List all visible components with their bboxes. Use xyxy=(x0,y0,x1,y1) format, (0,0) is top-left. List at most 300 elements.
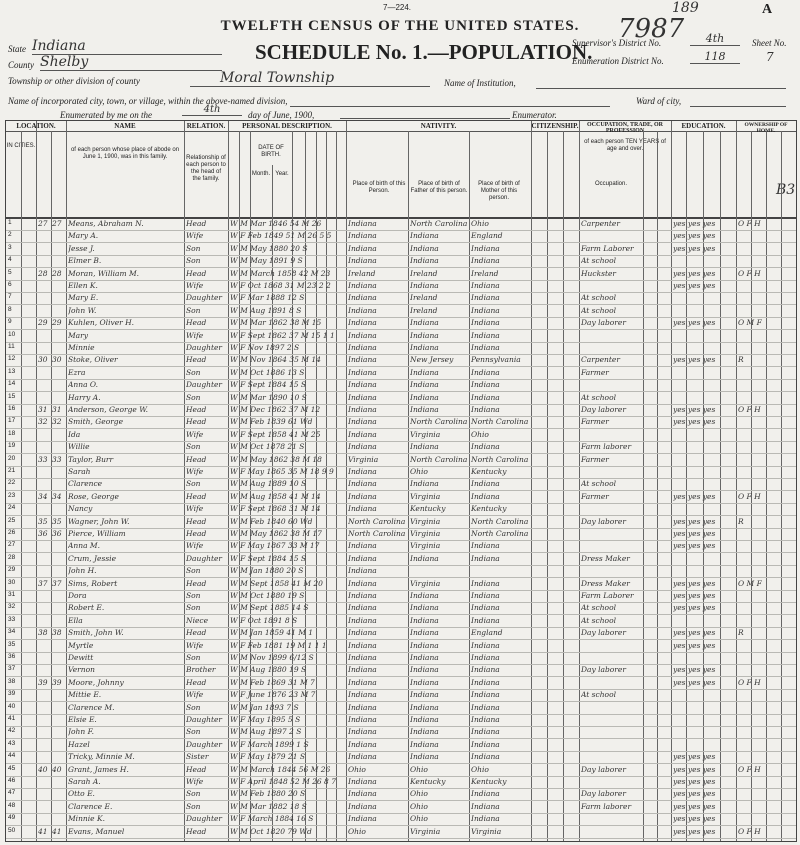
cell-desc: W M March 1858 42 M 23 xyxy=(230,268,331,278)
row-number: 23 xyxy=(8,491,16,499)
row-number: 32 xyxy=(8,603,16,611)
cell-mp: England xyxy=(471,628,503,638)
cell-bp: Indiana xyxy=(348,380,377,390)
cell-bp: Virginia xyxy=(348,454,379,464)
enumerated-label: Enumerated by me on the xyxy=(60,110,152,120)
cell-name: Minnie K. xyxy=(68,814,105,824)
cell-desc: W F March 1884 16 S xyxy=(230,814,314,824)
row-number: 5 xyxy=(8,268,12,276)
table-row xyxy=(6,627,796,640)
cell-rel: Daughter xyxy=(186,553,222,563)
cell-name: Hazel xyxy=(68,739,90,749)
cell-name: Dewitt xyxy=(68,653,94,662)
cell-rel: Head xyxy=(186,578,207,588)
cell-fp: Virginia xyxy=(410,541,441,551)
cell-rel: Son xyxy=(186,479,201,489)
ward-line xyxy=(690,106,786,107)
cell-edu: yes yes yes xyxy=(673,801,716,811)
cell-own: O M F xyxy=(738,318,762,328)
header-location: LOCATION. xyxy=(16,122,56,130)
table-row xyxy=(6,491,796,504)
table-row xyxy=(6,379,796,392)
table-row xyxy=(6,553,796,566)
cell-fp: North Carolina xyxy=(410,454,468,464)
cell-edu: yes yes yes xyxy=(673,764,716,774)
cell-bp: Indiana xyxy=(348,541,377,551)
cell-mp: North Carolina xyxy=(471,417,529,427)
cell-bp: Indiana xyxy=(348,603,377,613)
cell-fam: 37 xyxy=(52,578,62,588)
cell-bp: Indiana xyxy=(348,417,377,427)
cell-name: Ezra xyxy=(68,367,86,377)
cell-desc: W M Mar 1890 10 S xyxy=(230,392,307,402)
cell-desc: W M Aug 1891 8 S xyxy=(230,305,302,315)
row-number: 41 xyxy=(8,715,16,722)
enumerator-line xyxy=(340,118,510,119)
cell-mp: Indiana xyxy=(471,591,500,600)
cell-bp: Ireland xyxy=(348,268,376,278)
cell-rel: Wife xyxy=(186,467,204,476)
cell-mp: Indiana xyxy=(471,653,500,662)
row-number: 22 xyxy=(8,479,16,487)
cell-rel: Head xyxy=(186,764,207,774)
cell-mp: Indiana xyxy=(471,367,500,377)
cell-name: John W. xyxy=(68,305,97,315)
cell-bp: Indiana xyxy=(348,578,377,588)
cell-desc: W F Sept 1884 15 S xyxy=(230,553,306,563)
cell-fam: 35 xyxy=(52,516,62,526)
cell-desc: W M Feb 1869 31 M 7 xyxy=(230,677,315,687)
cell-rel: Son xyxy=(186,603,201,613)
header-education: EDUCATION. xyxy=(681,122,726,130)
cell-mp: Indiana xyxy=(471,243,500,253)
row-number: 13 xyxy=(8,367,16,375)
cell-name: Myrtle xyxy=(68,640,94,650)
cell-occ: Dress Maker xyxy=(581,553,630,563)
enumerator-label: Enumerator. xyxy=(512,110,557,120)
cell-own: R xyxy=(738,516,744,526)
cell-rel: Son xyxy=(186,789,201,799)
cell-occ: Farmer xyxy=(581,454,609,464)
cell-edu: yes yes yes xyxy=(673,281,716,290)
cell-name: Anderson, George W. xyxy=(68,405,148,414)
table-row xyxy=(6,230,796,243)
row-number: 27 xyxy=(8,541,16,549)
cell-edu: yes yes yes xyxy=(673,268,716,278)
cell-mp: Indiana xyxy=(471,814,500,824)
row-number: 25 xyxy=(8,516,16,524)
row-number: 37 xyxy=(8,665,16,673)
cell-mp: Indiana xyxy=(471,491,500,501)
row-number: 3 xyxy=(8,243,12,251)
cell-desc: W F Mar 1888 12 S xyxy=(230,293,305,303)
cell-mp: Indiana xyxy=(471,752,500,762)
cell-mp: Indiana xyxy=(471,392,500,402)
cell-name: Moore, Johnny xyxy=(68,677,124,687)
cell-rel: Wife xyxy=(186,429,204,439)
cell-fp: Ireland xyxy=(410,268,438,278)
cell-bp: Indiana xyxy=(348,219,377,228)
row-number: 2 xyxy=(8,231,12,239)
cell-mp: Indiana xyxy=(471,665,500,675)
table-row xyxy=(6,367,796,380)
cell-occ: At school xyxy=(581,256,616,266)
cell-rel: Head xyxy=(186,318,207,328)
cell-dw: 33 xyxy=(38,454,48,464)
cell-rel: Wife xyxy=(186,640,204,650)
cell-name: Ida xyxy=(68,429,81,439)
cell-desc: W M Feb 1839 61 Wd xyxy=(230,417,313,427)
row-number: 20 xyxy=(8,454,16,462)
cell-fp: Indiana xyxy=(410,281,439,290)
cell-fp: North Carolina xyxy=(410,417,468,427)
cell-desc: W F Feb 1881 19 M 1 1 1 xyxy=(230,640,327,650)
cell-occ: Farmer xyxy=(581,367,609,377)
header-place-person: Place of birth of this Person. xyxy=(352,181,406,194)
cell-desc: W M May 1862 38 M 18 xyxy=(230,454,322,464)
cell-fp: Virginia xyxy=(410,578,441,588)
cell-mp: Indiana xyxy=(471,293,500,303)
cell-mp: North Carolina xyxy=(471,529,529,538)
township-value: Moral Township xyxy=(190,70,430,87)
cell-occ: Day laborer xyxy=(581,516,626,526)
cell-rel: Wife xyxy=(186,777,204,786)
cell-mp: Indiana xyxy=(471,281,500,290)
cell-bp: Indiana xyxy=(348,789,377,799)
row-number: 16 xyxy=(8,405,16,412)
row-number: 15 xyxy=(8,392,16,400)
cell-fp: Indiana xyxy=(410,640,439,650)
corner-number: 189 xyxy=(672,0,699,16)
cell-desc: W M Aug 1889 10 S xyxy=(230,479,307,489)
cell-rel: Son xyxy=(186,243,201,253)
cell-mp: Indiana xyxy=(471,380,500,390)
cell-dw: 29 xyxy=(38,318,48,328)
cell-fp: Indiana xyxy=(410,715,439,724)
cell-bp: Ohio xyxy=(348,826,366,836)
cell-mp: Indiana xyxy=(471,715,500,724)
table-row xyxy=(6,801,796,814)
cell-rel: Head xyxy=(186,628,207,638)
cell-rel: Son xyxy=(186,727,201,737)
row-number: 46 xyxy=(8,777,16,784)
cell-dw: 40 xyxy=(38,764,48,774)
cell-mp: Indiana xyxy=(471,541,500,551)
cell-rel: Son xyxy=(186,801,201,811)
cell-name: Sarah A. xyxy=(68,777,101,786)
supervisor-value: 4th xyxy=(690,32,740,46)
cell-occ: Day laborer xyxy=(581,318,626,328)
cell-bp: Indiana xyxy=(348,653,377,662)
cell-bp: Indiana xyxy=(348,702,377,712)
cell-occ: Huckster xyxy=(581,268,617,278)
cell-occ: Day laborer xyxy=(581,789,626,799)
cell-name: Willie xyxy=(68,442,90,452)
row-number: 50 xyxy=(8,826,16,834)
cell-rel: Daughter xyxy=(186,293,222,303)
table-row xyxy=(6,292,796,305)
header-name: NAME xyxy=(114,122,136,130)
header-relation-desc: Relationship of each person to the head of the family. xyxy=(186,155,226,182)
cell-fp: Virginia xyxy=(410,491,441,501)
cell-bp: Indiana xyxy=(348,615,377,625)
cell-mp: Indiana xyxy=(471,318,500,328)
cell-desc: W M Jan 1893 7 S xyxy=(230,702,299,712)
row-number: 38 xyxy=(8,677,16,685)
cell-edu: yes yes yes xyxy=(673,219,716,228)
cell-occ: At school xyxy=(581,615,616,625)
cell-mp: Ireland xyxy=(471,268,499,278)
table-row xyxy=(6,714,796,727)
cell-desc: W M Oct 1880 19 S xyxy=(230,591,305,600)
cell-mp: Ohio xyxy=(471,764,489,774)
cell-name: Ella xyxy=(68,615,83,625)
cell-occ: At school xyxy=(581,603,616,613)
cell-occ: Farm laborer xyxy=(581,801,632,811)
cell-desc: W M Jan 1880 20 S xyxy=(230,566,304,576)
table-row xyxy=(6,739,796,752)
cell-bp: Indiana xyxy=(348,591,377,600)
cell-fp: Indiana xyxy=(410,343,439,352)
cell-bp: Indiana xyxy=(348,553,377,563)
cell-occ: Day laborer xyxy=(581,628,626,638)
header-relation: RELATION. xyxy=(186,122,226,130)
row-number: 45 xyxy=(8,764,16,772)
cell-bp: Indiana xyxy=(348,739,377,749)
cell-name: John H. xyxy=(68,566,97,576)
cell-rel: Head xyxy=(186,491,207,501)
cell-bp: Indiana xyxy=(348,752,377,762)
table-row xyxy=(6,726,796,739)
cell-mp: Indiana xyxy=(471,677,500,687)
cell-rel: Wife xyxy=(186,541,204,551)
cell-occ: Farmer xyxy=(581,417,609,427)
table-row xyxy=(6,540,796,553)
cell-desc: W M Sept 1885 14 S xyxy=(230,603,309,613)
cell-desc: W F Sept 1868 31 M 14 xyxy=(230,504,321,514)
cell-edu: yes yes yes xyxy=(673,640,716,650)
table-row xyxy=(6,404,796,417)
row-number: 42 xyxy=(8,727,16,735)
row-number: 19 xyxy=(8,442,16,450)
cell-desc: W M Aug 1897 2 S xyxy=(230,727,302,737)
cell-dw: 39 xyxy=(38,677,48,687)
cell-name: Clarence M. xyxy=(68,702,115,712)
cell-desc: W F March 1899 1 S xyxy=(230,739,309,749)
table-row xyxy=(6,640,796,653)
cell-dw: 28 xyxy=(38,268,48,278)
cell-mp: Virginia xyxy=(471,826,502,836)
cell-edu: yes yes yes xyxy=(673,603,716,613)
cell-mp: Indiana xyxy=(471,330,500,340)
row-number: 7 xyxy=(8,293,12,301)
cell-occ: Carpenter xyxy=(581,355,620,365)
cell-fp: Kentucky xyxy=(410,504,446,514)
cell-fp: Indiana xyxy=(410,330,439,340)
cell-occ: At school xyxy=(581,479,616,489)
cell-desc: W M Oct 1820 79 Wd xyxy=(230,826,312,836)
cell-rel: Daughter xyxy=(186,715,222,724)
table-row xyxy=(6,354,796,367)
county-label: County xyxy=(8,60,34,70)
cell-bp: Indiana xyxy=(348,467,377,476)
cell-rel: Son xyxy=(186,305,201,315)
cell-edu: yes yes yes xyxy=(673,529,716,538)
cell-name: Mary A. xyxy=(68,231,99,241)
cell-name: Anna O. xyxy=(68,380,99,390)
row-number: 49 xyxy=(8,814,16,822)
cell-rel: Son xyxy=(186,566,201,576)
cell-bp: Indiana xyxy=(348,330,377,340)
cell-name: Evans, Manuel xyxy=(68,826,125,836)
cell-bp: Indiana xyxy=(348,777,377,786)
cell-mp: Kentucky xyxy=(471,504,507,514)
cell-desc: W F Sept 1862 37 M 15 1 1 xyxy=(230,330,335,340)
table-row xyxy=(6,565,796,578)
cell-fp: Virginia xyxy=(410,826,441,836)
cell-fam: 27 xyxy=(52,219,62,228)
enumeration-value: 118 xyxy=(690,50,740,64)
cell-bp: Indiana xyxy=(348,690,377,700)
cell-own: O F H xyxy=(738,219,761,228)
cell-edu: yes yes yes xyxy=(673,318,716,328)
table-row xyxy=(6,702,796,715)
cell-desc: W M Jan 1859 41 M 1 xyxy=(230,628,314,638)
row-number: 33 xyxy=(8,615,16,623)
cell-name: Anna M. xyxy=(68,541,100,551)
table-row xyxy=(6,429,796,442)
cell-desc: W M Feb 1880 20 S xyxy=(230,789,306,799)
row-number: 39 xyxy=(8,690,16,698)
cell-dw: 34 xyxy=(38,491,48,501)
cell-edu: yes yes yes xyxy=(673,789,716,799)
cell-own: O F H xyxy=(738,405,761,414)
cell-fp: Ohio xyxy=(410,789,428,799)
row-number: 8 xyxy=(8,305,12,313)
cell-desc: W F May 1865 35 M 18 9 9 xyxy=(230,467,334,476)
cell-dw: 27 xyxy=(38,219,48,228)
cell-desc: W M March 1844 56 M 26 xyxy=(230,764,331,774)
cell-bp: Indiana xyxy=(348,442,377,452)
header-place-mother: Place of birth of Mother of this person. xyxy=(478,181,520,201)
cell-rel: Son xyxy=(186,653,201,662)
row-number: 18 xyxy=(8,429,16,437)
cell-rel: Daughter xyxy=(186,380,222,390)
table-row xyxy=(6,677,796,690)
cell-bp: Indiana xyxy=(348,256,377,266)
sheet-value: 7 xyxy=(766,50,774,64)
cell-rel: Son xyxy=(186,367,201,377)
table-row xyxy=(6,516,796,529)
cell-desc: W F Nov 1897 2 S xyxy=(230,343,300,352)
cell-name: Elsie E. xyxy=(68,715,97,724)
row-number: 28 xyxy=(8,553,16,561)
cell-occ: Day laborer xyxy=(581,764,626,774)
cell-desc: W M May 1891 9 S xyxy=(230,256,303,266)
cell-dw: 41 xyxy=(38,826,48,836)
cell-name: Harry A. xyxy=(68,392,101,402)
cell-fp: Indiana xyxy=(410,479,439,489)
incorporated-line xyxy=(290,106,610,107)
state-value: Indiana xyxy=(32,38,222,55)
cell-rel: Son xyxy=(186,392,201,402)
cell-bp: Indiana xyxy=(348,318,377,328)
cell-mp: Indiana xyxy=(471,727,500,737)
cell-name: Mary xyxy=(68,330,88,340)
cell-bp: Indiana xyxy=(348,392,377,402)
table-row xyxy=(6,788,796,801)
cell-bp: Indiana xyxy=(348,231,377,241)
cell-mp: Indiana xyxy=(471,640,500,650)
row-number: 47 xyxy=(8,789,16,797)
cell-mp: Indiana xyxy=(471,479,500,489)
table-row xyxy=(6,416,796,429)
cell-occ: Carpenter xyxy=(581,219,620,228)
cell-dw: 35 xyxy=(38,516,48,526)
header-occupation: OCCUPATION, TRADE, OR PROFESSION xyxy=(586,122,663,134)
header-place-father: Place of birth of Father of this person. xyxy=(410,181,468,194)
header-date-of-birth: DATE OF BIRTH. xyxy=(258,145,284,158)
cell-edu: yes yes yes xyxy=(673,405,716,414)
cell-edu: yes yes yes xyxy=(673,491,716,501)
cell-own: O M F xyxy=(738,578,762,588)
cell-bp: Indiana xyxy=(348,305,377,315)
cell-fp: Indiana xyxy=(410,653,439,662)
cell-desc: W F April 1848 52 M 26 8 7 xyxy=(230,777,336,786)
cell-mp: North Carolina xyxy=(471,516,529,526)
cell-bp: North Carolina xyxy=(348,529,406,538)
cell-fam: 33 xyxy=(52,454,62,464)
cell-fam: 38 xyxy=(52,628,62,638)
header-personal: PERSONAL DESCRIPTION. xyxy=(242,122,332,130)
row-number: 4 xyxy=(8,256,12,264)
cell-desc: W M May 1880 20 S xyxy=(230,243,308,253)
table-row xyxy=(6,342,796,355)
cell-dw: 31 xyxy=(38,405,48,414)
cell-mp: Ohio xyxy=(471,429,489,439)
cell-bp: Indiana xyxy=(348,665,377,675)
row-number: 11 xyxy=(8,343,15,350)
cell-fp: Indiana xyxy=(410,380,439,390)
table-row xyxy=(6,652,796,665)
cell-name: Robert E. xyxy=(68,603,105,613)
cell-name: John F. xyxy=(68,727,94,737)
cell-fam: 36 xyxy=(52,529,62,538)
cell-fp: Virginia xyxy=(410,529,441,538)
row-number: 14 xyxy=(8,380,16,388)
cell-name: Sims, Robert xyxy=(68,578,118,588)
sheet-label: Sheet No. xyxy=(752,38,787,48)
cell-rel: Head xyxy=(186,268,207,278)
cell-fam: 40 xyxy=(52,764,62,774)
cell-fp: Indiana xyxy=(410,739,439,749)
cell-rel: Son xyxy=(186,256,201,266)
cell-mp: England xyxy=(471,231,503,241)
row-number: 21 xyxy=(8,467,16,474)
cell-bp: Indiana xyxy=(348,479,377,489)
table-row xyxy=(6,503,796,516)
row-number: 9 xyxy=(8,318,12,326)
table-row xyxy=(6,528,796,541)
cell-fp: Indiana xyxy=(410,553,439,563)
cell-dw: 38 xyxy=(38,628,48,638)
cell-desc: W F May 1879 21 S xyxy=(230,752,305,762)
cell-desc: W F Oct 1868 31 M 23 2 2 xyxy=(230,281,331,290)
cell-edu: yes yes yes xyxy=(673,665,716,675)
cell-edu: yes yes yes xyxy=(673,417,716,427)
cell-mp: Indiana xyxy=(471,256,500,266)
cell-edu: yes yes yes xyxy=(673,231,716,241)
